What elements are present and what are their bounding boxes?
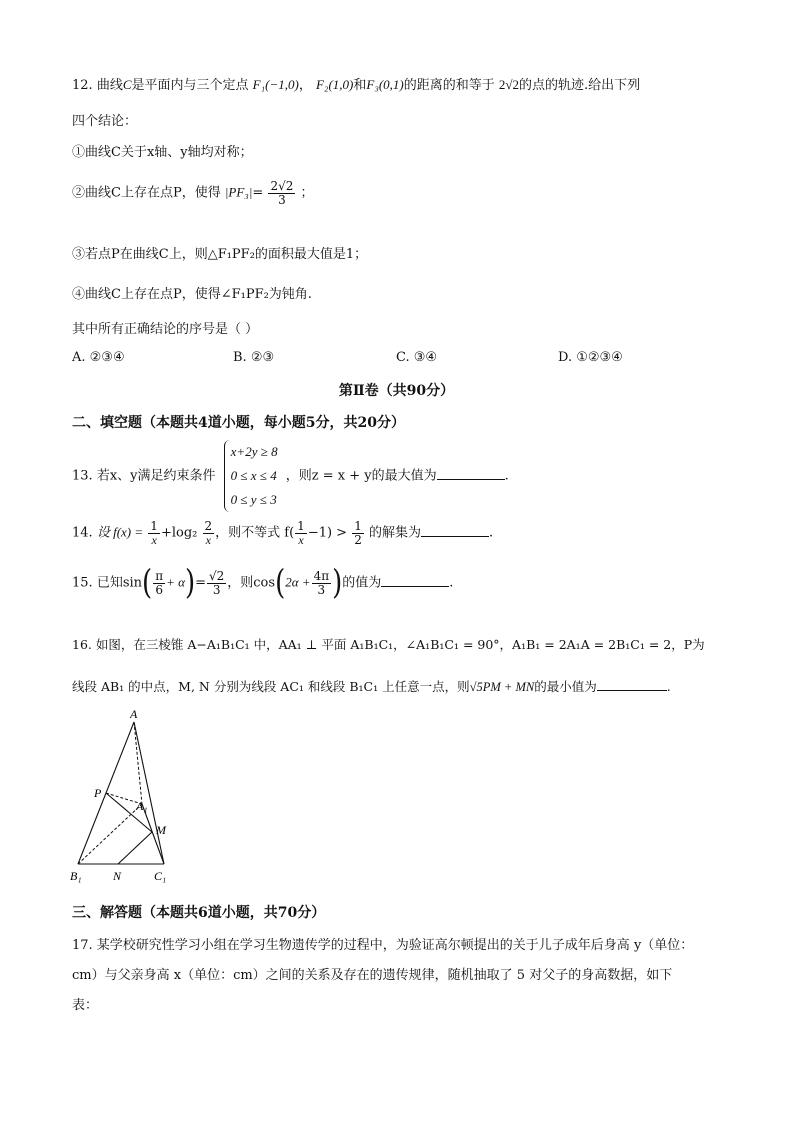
q12-sep: ， xyxy=(298,78,312,93)
q14-end: . xyxy=(489,525,494,541)
q14-post: 的解集为 xyxy=(369,525,422,541)
q16-end: . xyxy=(666,679,671,694)
q15-post: 的值为 xyxy=(342,575,382,591)
q13-constraint-3: 0 ≤ y ≤ 3 xyxy=(230,492,277,507)
q12-option-d[interactable]: D. ①②③④ xyxy=(558,350,623,365)
q12-number: 12. xyxy=(72,78,93,93)
q12-conclusion-2 xyxy=(72,180,314,206)
q13-number: 13. xyxy=(72,468,93,484)
q13-pre: 若x、y满足约束条件 xyxy=(96,468,216,484)
q14-frac2-num: 2 xyxy=(204,519,213,533)
q14-mid2: −1) > xyxy=(307,525,348,541)
label-B1: B₁ xyxy=(70,869,82,883)
q14-frac2-den: x xyxy=(205,532,211,547)
q12-sum-value: 2√2 xyxy=(498,77,520,92)
q12-c2-end: ； xyxy=(300,185,314,201)
q12-stem-b: 是平面内与三个定点 xyxy=(131,78,249,93)
q12-option-b[interactable]: B. ②③ xyxy=(233,350,275,365)
q12-c2-den: 3 xyxy=(278,192,286,207)
edge-A-A1-dashed xyxy=(134,722,142,804)
q15-frac2-num: √2 xyxy=(209,568,225,583)
q15-frac3-den: 3 xyxy=(317,582,326,597)
label-N: N xyxy=(113,869,122,883)
q15-frac2-den: 3 xyxy=(212,582,221,597)
q15-frac-3 xyxy=(312,570,332,596)
q12-and: 和 xyxy=(353,78,367,93)
segment-M-N xyxy=(118,832,152,864)
q14-frac-4 xyxy=(352,520,364,546)
q14-frac-1 xyxy=(148,520,160,546)
q16-answer-blank[interactable] xyxy=(597,678,667,691)
q12-stem-a: 曲线 xyxy=(96,78,123,93)
q12-f2: F₂(1,0) xyxy=(315,77,354,92)
q16-line2 xyxy=(72,677,671,695)
q12-option-a[interactable]: A. ②③④ xyxy=(72,350,125,365)
q16-line2-pre: 线段 AB₁ 的中点，M, N 分别为线段 AC₁ 和线段 B₁C₁ 上任意一点，则 xyxy=(72,679,470,694)
q14-number: 14. xyxy=(72,525,93,541)
q12-stem-c: 的距离的和等于 xyxy=(403,78,495,93)
q12-c2-abs: |PF₃| xyxy=(224,184,253,200)
q12-c2-eq: = xyxy=(252,185,264,201)
q13-mid: ，则z = x + y的最大值为 xyxy=(285,468,437,484)
q14-frac4-num: 1 xyxy=(354,519,362,533)
q14-pre: 设 f(x) = xyxy=(96,524,144,540)
q16-figure xyxy=(66,708,182,886)
q12-ask: 其中所有正确结论的序号是（ ） xyxy=(72,322,259,337)
q15-paren2-close: ) xyxy=(332,563,343,603)
q15-frac1-den: 6 xyxy=(155,582,163,597)
q15-eq: = xyxy=(195,575,206,591)
q16-expr: √5PM + MN xyxy=(469,680,535,694)
q14-mid: ，则不等式 f( xyxy=(215,525,295,541)
q13-constraint-1: x+2y ≥ 8 xyxy=(230,444,278,459)
q15-frac1-num: π xyxy=(155,568,164,583)
q12-stem-d: 的点的轨迹.给出下列 xyxy=(519,78,641,93)
q17-line3: 表： xyxy=(72,998,99,1013)
q12-f1: F₁(−1,0) xyxy=(252,77,299,92)
q15-mid: ，则cos xyxy=(227,575,276,591)
q12-conclusion-4: ④曲线C上存在点P，使得∠F₁PF₂为钝角. xyxy=(72,287,312,302)
q15-answer-blank[interactable] xyxy=(381,574,449,587)
q14 xyxy=(72,520,493,546)
q13-answer-blank[interactable] xyxy=(437,467,505,480)
q17-line1: 17. 某学校研究性学习小组在学习生物遗传学的过程中，为验证高尔顿提出的关于儿子成年后身高 y（单位： xyxy=(72,938,694,953)
q12-conclusion-1: ①曲线C关于x轴、y轴均对称； xyxy=(72,145,253,160)
q14-plus-log: +log₂ xyxy=(160,525,198,541)
q15-frac3-num: 4π xyxy=(313,568,330,583)
q12-line2: 四个结论： xyxy=(72,114,138,129)
q12-conclusion-3: ③若点P在曲线C上，则△F₁PF₂的面积最大值是1； xyxy=(72,247,368,262)
q15 xyxy=(72,563,454,603)
section2-title: 二、填空题（本题共4道小题，每小题5分，共20分） xyxy=(72,415,405,431)
section3-title: 三、解答题（本题共6道小题，共70分） xyxy=(72,905,326,921)
q12-option-c[interactable]: C. ③④ xyxy=(396,350,438,365)
q16-line1-text: 如图，在三棱锥 A−A₁B₁C₁ 中，AA₁ ⊥ 平面 A₁B₁C₁，∠A₁B₁C₁ = 90°，A₁B₁ = 2A₁A = 2B₁C₁ = 2，P为 xyxy=(95,637,705,652)
q15-paren2-open: ( xyxy=(275,563,286,603)
q15-frac-1 xyxy=(153,570,165,596)
q15-frac-2 xyxy=(207,570,226,596)
q15-plus-alpha: + α xyxy=(166,574,185,590)
label-C1: C₁ xyxy=(154,869,167,883)
q14-frac-2 xyxy=(203,520,215,546)
label-A: A xyxy=(130,708,138,721)
q15-paren-close: ) xyxy=(184,563,196,603)
edge-A-C1 xyxy=(134,722,164,864)
q16-line1 xyxy=(72,635,705,653)
edge-B1-A1-dashed xyxy=(78,804,142,864)
q14-answer-blank[interactable] xyxy=(421,524,489,537)
q12-c2-num: 2√2 xyxy=(270,179,294,193)
q16-number: 16. xyxy=(72,637,92,652)
label-P: P xyxy=(94,786,102,800)
q16-line2-post: 的最小值为 xyxy=(534,679,597,694)
q12-line1: 12. 曲线C是平面内与三个定点 F₁(−1,0)， F₂(1,0)和F₃(0,1)的距离的和等于 2√2的点的轨迹.给出下列 xyxy=(72,77,641,93)
q14-frac1-num: 1 xyxy=(150,519,158,533)
q14-frac-3 xyxy=(295,520,307,546)
q15-pre: 已知sin xyxy=(96,575,143,591)
part2-title: 第Ⅱ卷（共90分） xyxy=(338,383,455,399)
q15-end: . xyxy=(449,575,454,591)
q13-constraint-system xyxy=(224,440,278,512)
q14-frac3-den: x xyxy=(298,532,304,547)
q14-frac1-den: x xyxy=(151,532,157,547)
q14-frac3-num: 1 xyxy=(297,519,305,533)
q15-two-alpha: 2α + xyxy=(285,574,311,590)
q17-line2: cm）与父亲身高 x（单位：cm）之间的关系及存在的遗传规律，随机抽取了 5 对父子的身高数据，如下 xyxy=(72,968,673,983)
q15-number: 15. xyxy=(72,575,93,591)
label-M: M xyxy=(156,823,166,837)
q14-frac4-den: 2 xyxy=(354,532,362,547)
q12-c2-fraction xyxy=(268,180,295,206)
q13-end: . xyxy=(504,468,509,484)
q12-f3: F₃(0,1) xyxy=(366,77,404,92)
q13-constraint-2: 0 ≤ x ≤ 4 xyxy=(230,468,277,483)
q13 xyxy=(72,440,509,512)
q12-c2-pre: ②曲线C上存在点P，使得 xyxy=(72,185,221,201)
label-A1: A₁ xyxy=(136,799,148,813)
q15-paren-open: ( xyxy=(142,563,153,603)
